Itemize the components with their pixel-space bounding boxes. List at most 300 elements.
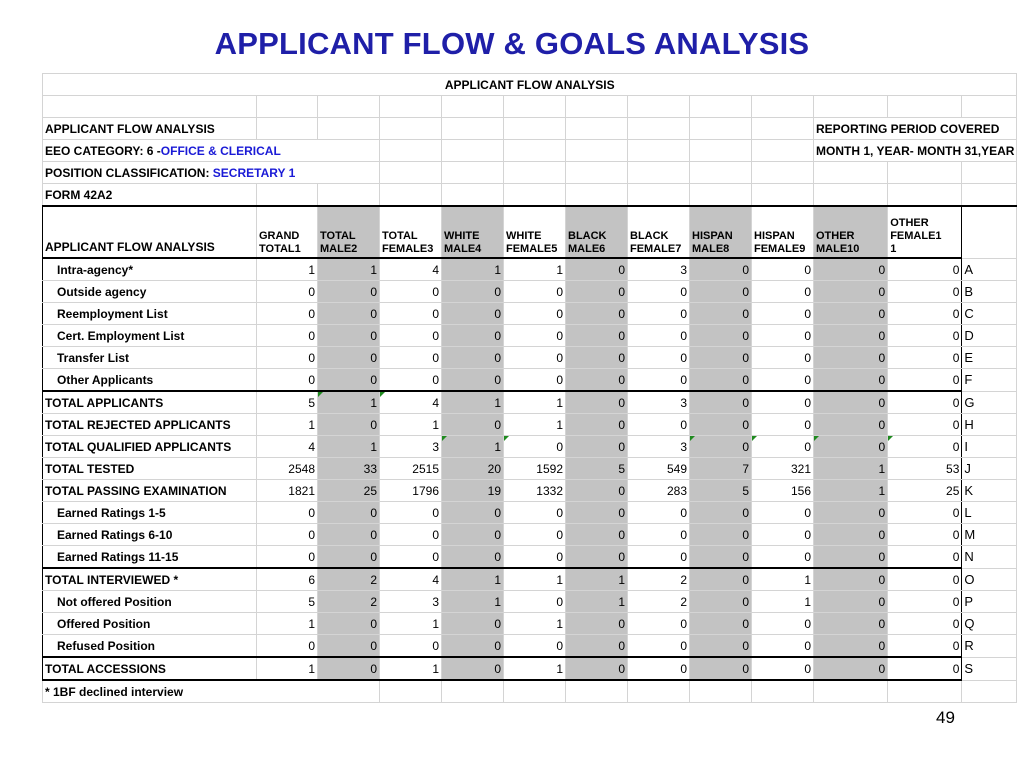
row-key: H <box>962 414 1017 436</box>
row-label: Outside agency <box>43 281 257 303</box>
table-cell: 0 <box>752 369 814 392</box>
table-cell: 1 <box>504 657 566 680</box>
row-label: Earned Ratings 11-15 <box>43 546 257 569</box>
row-label: TOTAL TESTED <box>43 458 257 480</box>
table-cell: 0 <box>690 325 752 347</box>
table-cell: 0 <box>752 391 814 414</box>
table-cell: 0 <box>566 414 628 436</box>
table-cell: 0 <box>888 502 962 524</box>
table-cell: 0 <box>380 546 442 569</box>
table-cell: 0 <box>318 414 380 436</box>
table-cell: 0 <box>628 325 690 347</box>
row-key: E <box>962 347 1017 369</box>
info-row-analysis <box>43 118 1017 140</box>
info-row-eeo <box>43 140 1017 162</box>
table-cell: 19 <box>442 480 504 502</box>
table-row <box>43 458 1017 480</box>
table-cell: 0 <box>257 524 318 546</box>
table-cell: 4 <box>257 436 318 458</box>
table-cell: 0 <box>814 414 888 436</box>
table-row <box>43 347 1017 369</box>
table-cell: 0 <box>504 502 566 524</box>
table-cell: 1332 <box>504 480 566 502</box>
footnote-row <box>43 680 1017 703</box>
table-cell: 0 <box>504 546 566 569</box>
table-row <box>43 258 1017 281</box>
table-cell: 0 <box>628 546 690 569</box>
table-cell: 1 <box>380 414 442 436</box>
table-cell: 1 <box>504 391 566 414</box>
table-cell: 0 <box>442 613 504 635</box>
table-row <box>43 591 1017 613</box>
table-cell: 5 <box>690 480 752 502</box>
form-label: FORM 42A2 <box>43 184 257 207</box>
table-cell: 0 <box>814 258 888 281</box>
row-key: C <box>962 303 1017 325</box>
table-cell: 0 <box>690 391 752 414</box>
table-cell: 0 <box>380 303 442 325</box>
table-cell: 0 <box>504 325 566 347</box>
table-cell: 1 <box>442 436 504 458</box>
table-cell: 25 <box>318 480 380 502</box>
table-cell: 0 <box>257 281 318 303</box>
table-cell: 0 <box>690 436 752 458</box>
info-row-form <box>43 184 1017 207</box>
blank-row <box>43 96 1017 118</box>
table-cell: 0 <box>566 369 628 392</box>
table-cell: 0 <box>888 303 962 325</box>
table-row <box>43 303 1017 325</box>
table-cell: 0 <box>752 436 814 458</box>
table-cell: 0 <box>690 414 752 436</box>
table-cell: 0 <box>888 369 962 392</box>
table-cell: 0 <box>318 325 380 347</box>
table-cell: 0 <box>814 591 888 613</box>
position-value: SECRETARY 1 <box>212 165 296 180</box>
table-cell: 0 <box>752 613 814 635</box>
table-cell: 2515 <box>380 458 442 480</box>
table-cell: 0 <box>442 635 504 658</box>
column-header-text: HISPAN <box>754 230 795 242</box>
table-cell: 4 <box>380 568 442 591</box>
table-cell: 1 <box>504 258 566 281</box>
table-cell: 3 <box>380 591 442 613</box>
eeo-category <box>43 140 380 162</box>
table-cell: 0 <box>888 258 962 281</box>
table-cell: 0 <box>752 303 814 325</box>
table-cell: 4 <box>380 391 442 414</box>
table-cell: 1 <box>318 391 380 414</box>
table-cell: 1 <box>442 568 504 591</box>
row-label: TOTAL APPLICANTS <box>43 391 257 414</box>
table-cell: 0 <box>888 657 962 680</box>
table-row <box>43 502 1017 524</box>
table-cell: 0 <box>442 303 504 325</box>
column-header-text: MALE2 <box>320 243 358 255</box>
table-header-label: APPLICANT FLOW ANALYSIS <box>43 206 257 258</box>
row-key: J <box>962 458 1017 480</box>
table-cell: 0 <box>257 546 318 569</box>
table-cell: 0 <box>814 391 888 414</box>
table-cell: 0 <box>628 635 690 658</box>
table-cell: 0 <box>628 657 690 680</box>
table-cell: 0 <box>690 258 752 281</box>
table-cell: 33 <box>318 458 380 480</box>
table-cell: 1 <box>504 414 566 436</box>
eeo-label: EEO CATEGORY: 6 - <box>45 143 161 158</box>
table-cell: 0 <box>566 613 628 635</box>
column-header-text: MALE8 <box>692 243 730 255</box>
table-cell: 0 <box>318 613 380 635</box>
table-cell: 1 <box>257 657 318 680</box>
row-key: S <box>962 657 1017 680</box>
column-header-10 <box>814 206 888 258</box>
table-row <box>43 657 1017 680</box>
table-cell: 0 <box>442 281 504 303</box>
table-cell: 0 <box>566 502 628 524</box>
table-cell: 1 <box>504 613 566 635</box>
table-cell: 0 <box>888 635 962 658</box>
row-label: Earned Ratings 1-5 <box>43 502 257 524</box>
table-cell: 0 <box>628 414 690 436</box>
table-cell: 0 <box>814 436 888 458</box>
table-cell: 0 <box>566 436 628 458</box>
column-header-1 <box>257 206 318 258</box>
table-cell: 0 <box>566 347 628 369</box>
table-cell: 0 <box>888 568 962 591</box>
table-cell: 1 <box>380 613 442 635</box>
table-cell: 0 <box>257 347 318 369</box>
sheet-title: APPLICANT FLOW ANALYSIS <box>43 74 1017 96</box>
table-cell: 0 <box>690 502 752 524</box>
table-cell: 2548 <box>257 458 318 480</box>
table-cell: 0 <box>690 281 752 303</box>
table-cell: 0 <box>814 568 888 591</box>
table-cell: 1 <box>318 436 380 458</box>
column-header-text: MALE4 <box>444 243 482 255</box>
column-header-text: OTHER <box>890 217 929 229</box>
table-cell: 0 <box>628 281 690 303</box>
row-key: K <box>962 480 1017 502</box>
column-header-text: WHITE <box>444 230 480 242</box>
table-cell: 0 <box>814 613 888 635</box>
column-header-text: MALE10 <box>816 243 860 255</box>
table-cell: 1 <box>566 591 628 613</box>
page-number: 49 <box>936 708 955 727</box>
table-cell: 0 <box>752 325 814 347</box>
table-cell: 0 <box>504 524 566 546</box>
table-cell: 0 <box>888 347 962 369</box>
table-cell: 1 <box>814 458 888 480</box>
table-cell: 0 <box>504 281 566 303</box>
column-header-text: GRAND <box>259 230 300 242</box>
table-cell: 3 <box>380 436 442 458</box>
table-cell: 0 <box>566 325 628 347</box>
table-row <box>43 613 1017 635</box>
row-key: D <box>962 325 1017 347</box>
table-cell: 20 <box>442 458 504 480</box>
column-header-text: BLACK <box>630 230 669 242</box>
table-cell: 0 <box>814 281 888 303</box>
table-cell: 0 <box>814 347 888 369</box>
table-cell: 0 <box>257 303 318 325</box>
row-label: TOTAL INTERVIEWED * <box>43 568 257 591</box>
table-cell: 0 <box>566 391 628 414</box>
table-cell: 0 <box>318 524 380 546</box>
row-label: TOTAL PASSING EXAMINATION <box>43 480 257 502</box>
table-cell: 0 <box>566 281 628 303</box>
table-cell: 7 <box>690 458 752 480</box>
column-header-8 <box>690 206 752 258</box>
table-row <box>43 480 1017 502</box>
table-row <box>43 436 1017 458</box>
column-header-7 <box>628 206 690 258</box>
slide-title: APPLICANT FLOW & GOALS ANALYSIS <box>214 26 810 61</box>
table-cell: 2 <box>318 591 380 613</box>
table-cell: 1 <box>442 391 504 414</box>
table-cell: 1821 <box>257 480 318 502</box>
table-cell: 0 <box>566 635 628 658</box>
table-row <box>43 524 1017 546</box>
table-cell: 1 <box>257 414 318 436</box>
table-cell: 0 <box>752 258 814 281</box>
row-label: TOTAL REJECTED APPLICANTS <box>43 414 257 436</box>
column-header-text: MALE6 <box>568 243 606 255</box>
table-cell: 0 <box>628 613 690 635</box>
table-cell: 25 <box>888 480 962 502</box>
table-cell: 2 <box>318 568 380 591</box>
column-header-text: FEMALE1 <box>890 230 942 242</box>
row-key: R <box>962 635 1017 658</box>
table-cell: 0 <box>442 524 504 546</box>
row-label: Earned Ratings 6-10 <box>43 524 257 546</box>
table-cell: 0 <box>888 524 962 546</box>
table-cell: 0 <box>257 635 318 658</box>
table-cell: 6 <box>257 568 318 591</box>
column-header-text: TOTAL <box>382 230 418 242</box>
table-cell: 4 <box>380 258 442 281</box>
row-key: I <box>962 436 1017 458</box>
table-cell: 0 <box>690 369 752 392</box>
table-cell: 0 <box>318 657 380 680</box>
table-row <box>43 281 1017 303</box>
row-label: Cert. Employment List <box>43 325 257 347</box>
table-cell: 0 <box>504 436 566 458</box>
table-cell: 0 <box>380 347 442 369</box>
table-cell: 0 <box>380 369 442 392</box>
row-key: G <box>962 391 1017 414</box>
table-cell: 0 <box>814 524 888 546</box>
column-header-text: BLACK <box>568 230 607 242</box>
table-cell: 0 <box>888 613 962 635</box>
table-cell: 2 <box>628 568 690 591</box>
table-cell: 321 <box>752 458 814 480</box>
table-cell: 0 <box>628 524 690 546</box>
table-cell: 1 <box>814 480 888 502</box>
table-cell: 0 <box>504 591 566 613</box>
column-header-text: TOTAL <box>320 230 356 242</box>
table-cell: 0 <box>566 524 628 546</box>
table-cell: 0 <box>888 436 962 458</box>
table-cell: 1 <box>257 613 318 635</box>
column-header-5 <box>504 206 566 258</box>
table-cell: 0 <box>690 657 752 680</box>
table-cell: 283 <box>628 480 690 502</box>
table-row <box>43 546 1017 569</box>
table-cell: 0 <box>380 281 442 303</box>
table-cell: 0 <box>690 303 752 325</box>
table-cell: 0 <box>628 303 690 325</box>
table-row <box>43 414 1017 436</box>
table-cell: 0 <box>442 325 504 347</box>
table-cell: 0 <box>380 325 442 347</box>
table-cell: 1 <box>752 591 814 613</box>
sheet-title-row <box>43 74 1017 96</box>
table-cell: 1 <box>752 568 814 591</box>
reporting-period-label: REPORTING PERIOD COVERED <box>814 118 1017 140</box>
table-cell: 156 <box>752 480 814 502</box>
table-cell: 0 <box>318 502 380 524</box>
table-cell: 0 <box>690 568 752 591</box>
column-header-text: TOTAL1 <box>259 243 301 255</box>
column-header-text: FEMALE7 <box>630 243 682 255</box>
row-key: P <box>962 591 1017 613</box>
row-key: L <box>962 502 1017 524</box>
table-cell: 0 <box>888 546 962 569</box>
table-cell: 0 <box>318 546 380 569</box>
table-row <box>43 369 1017 392</box>
table-cell: 0 <box>888 325 962 347</box>
table-cell: 3 <box>628 258 690 281</box>
row-label: TOTAL QUALIFIED APPLICANTS <box>43 436 257 458</box>
table-row <box>43 325 1017 347</box>
table-cell: 0 <box>566 657 628 680</box>
table-cell: 0 <box>690 524 752 546</box>
column-header-6 <box>566 206 628 258</box>
footnote: * 1BF declined interview <box>43 680 380 703</box>
row-key: O <box>962 568 1017 591</box>
column-header-2 <box>318 206 380 258</box>
table-cell: 0 <box>442 502 504 524</box>
table-cell: 0 <box>442 414 504 436</box>
table-cell: 0 <box>504 369 566 392</box>
position-classification <box>43 162 380 184</box>
column-header-text: FEMALE5 <box>506 243 558 255</box>
table-cell: 3 <box>628 391 690 414</box>
table-cell: 1796 <box>380 480 442 502</box>
table-cell: 1592 <box>504 458 566 480</box>
table-cell: 0 <box>814 369 888 392</box>
table-cell: 0 <box>318 347 380 369</box>
table-cell: 0 <box>257 325 318 347</box>
table-cell: 0 <box>257 369 318 392</box>
table-cell: 0 <box>752 347 814 369</box>
table-cell: 0 <box>504 635 566 658</box>
reporting-period-value: MONTH 1, YEAR- MONTH 31,YEAR <box>814 140 1017 162</box>
column-header-3 <box>380 206 442 258</box>
column-header-11 <box>888 206 962 258</box>
table-cell: 1 <box>257 258 318 281</box>
row-key: B <box>962 281 1017 303</box>
table-row <box>43 568 1017 591</box>
column-header-text: WHITE <box>506 230 542 242</box>
row-key: N <box>962 546 1017 569</box>
eeo-value: OFFICE & CLERICAL <box>160 143 281 158</box>
table-cell: 0 <box>814 657 888 680</box>
table-cell: 0 <box>566 546 628 569</box>
row-label: TOTAL ACCESSIONS <box>43 657 257 680</box>
table-cell: 1 <box>318 258 380 281</box>
column-header-9 <box>752 206 814 258</box>
table-cell: 3 <box>628 436 690 458</box>
applicant-flow-spreadsheet <box>42 73 1017 703</box>
row-label: Other Applicants <box>43 369 257 392</box>
row-label: Reemployment List <box>43 303 257 325</box>
row-key: M <box>962 524 1017 546</box>
table-cell: 549 <box>628 458 690 480</box>
table-cell: 2 <box>628 591 690 613</box>
column-header-text: FEMALE9 <box>754 243 806 255</box>
row-key: A <box>962 258 1017 281</box>
row-label: Transfer List <box>43 347 257 369</box>
table-cell: 0 <box>814 635 888 658</box>
table-cell: 1 <box>380 657 442 680</box>
row-label: Offered Position <box>43 613 257 635</box>
table-cell: 1 <box>442 591 504 613</box>
row-label: Intra-agency* <box>43 258 257 281</box>
table-cell: 0 <box>442 369 504 392</box>
row-key: F <box>962 369 1017 392</box>
table-cell: 0 <box>690 613 752 635</box>
table-cell: 0 <box>814 303 888 325</box>
table-row <box>43 635 1017 658</box>
table-cell: 0 <box>628 502 690 524</box>
table-cell: 0 <box>318 303 380 325</box>
column-header-text: HISPAN <box>692 230 733 242</box>
table-cell: 0 <box>566 303 628 325</box>
table-cell: 0 <box>814 546 888 569</box>
info-row-position <box>43 162 1017 184</box>
table-cell: 0 <box>628 369 690 392</box>
row-label: Refused Position <box>43 635 257 658</box>
table-cell: 0 <box>380 635 442 658</box>
table-cell: 0 <box>257 502 318 524</box>
table-cell: 0 <box>888 591 962 613</box>
table-cell: 53 <box>888 458 962 480</box>
table-cell: 0 <box>888 391 962 414</box>
table-cell: 0 <box>752 281 814 303</box>
table-cell: 0 <box>318 635 380 658</box>
table-cell: 0 <box>690 591 752 613</box>
table-cell: 0 <box>690 347 752 369</box>
row-label: Not offered Position <box>43 591 257 613</box>
column-header-4 <box>442 206 504 258</box>
table-cell: 0 <box>752 524 814 546</box>
table-cell: 0 <box>566 258 628 281</box>
table-cell: 0 <box>752 635 814 658</box>
table-cell: 0 <box>752 546 814 569</box>
table-cell: 0 <box>566 480 628 502</box>
table-cell: 5 <box>566 458 628 480</box>
table-cell: 0 <box>442 657 504 680</box>
analysis-label: APPLICANT FLOW ANALYSIS <box>43 118 257 140</box>
table-cell: 1 <box>566 568 628 591</box>
column-header-text: OTHER <box>816 230 855 242</box>
table-cell: 0 <box>814 325 888 347</box>
column-header-text: FEMALE3 <box>382 243 434 255</box>
table-cell: 1 <box>504 568 566 591</box>
table-cell: 0 <box>380 502 442 524</box>
